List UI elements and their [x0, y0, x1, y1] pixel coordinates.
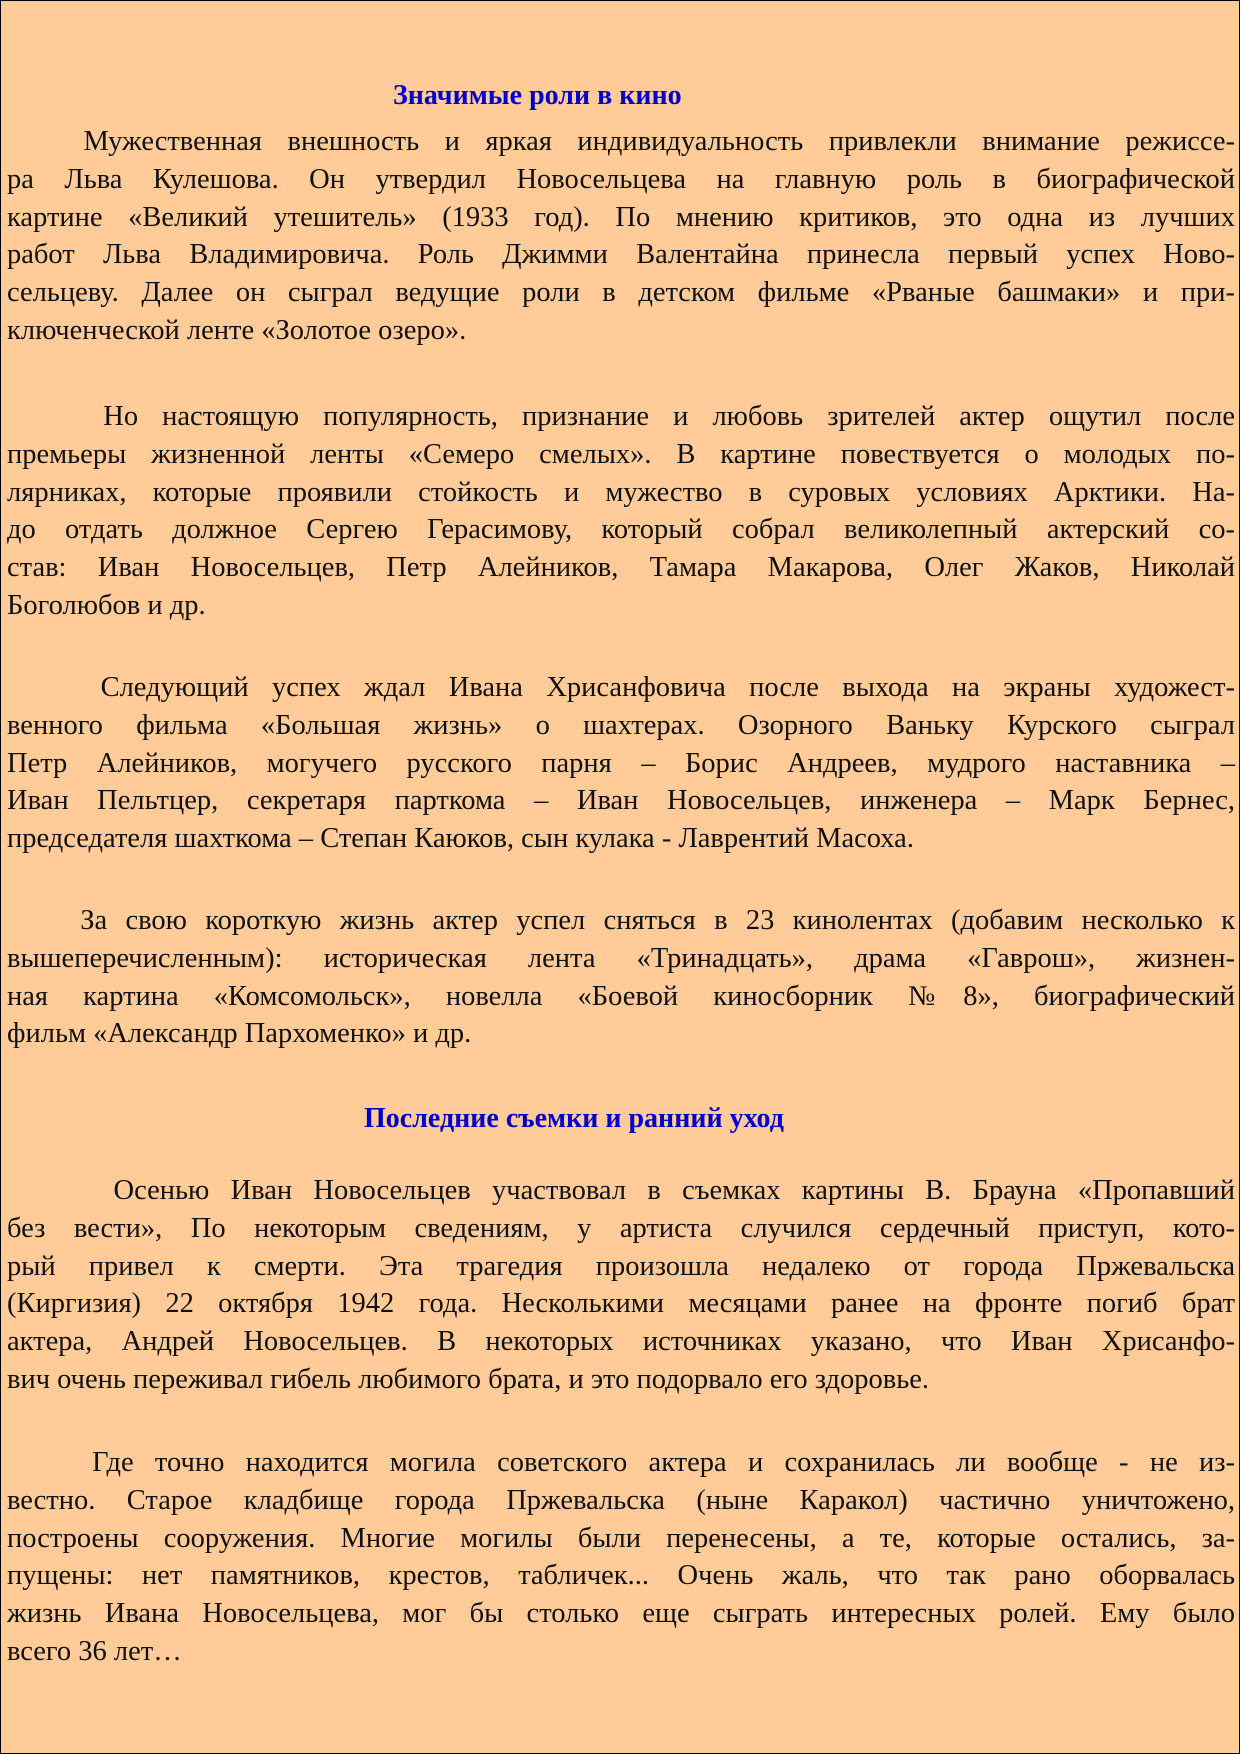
text-line: пущены: нет памятников, крестов, табличек... Очень жаль, что так рано оборвалась: [7, 1560, 1235, 1592]
text-line: вышеперечисленным): историческая лента «Тринадцать», драма «Гаврош», жизнен-: [7, 942, 1235, 974]
text-line: премьеры жизненной ленты «Семеро смелых». В картине повествуется о молодых по-: [7, 438, 1235, 470]
paragraph-roles-1: [7, 123, 1235, 350]
text-line: вестно. Старое кладбище города Пржевальска (ныне Каракол) частично уничтожено,: [7, 1484, 1235, 1516]
text-line: (Киргизия) 22 октября 1942 года. Несколькими месяцами ранее на фронте погиб брат: [7, 1288, 1235, 1320]
section-heading-roles: Значимые роли в кино: [393, 80, 682, 111]
text-line: став: Иван Новосельцев, Петр Алейников, Тамара Макарова, Олег Жаков, Николай: [7, 552, 1235, 584]
text-line: лярниках, которые проявили стойкость и мужество в суровых условиях Арктики. На-: [7, 476, 1235, 508]
text-line: Петр Алейников, могучего русского парня – Борис Андреев, мудрого наставника –: [7, 747, 1235, 779]
text-line: жизнь Ивана Новосельцева, мог бы столько еще сыграть интересных ролей. Ему было: [7, 1598, 1235, 1630]
text-line: ра Льва Кулешова. Он утвердил Новосельцева на главную роль в биографической: [7, 163, 1235, 195]
text-line: Мужественная внешность и яркая индивидуальность привлекли внимание режиссе-: [7, 126, 1235, 157]
text-line: сельцеву. Далее он сыграл ведущие роли в детском фильме «Рваные башмаки» и при-: [7, 277, 1235, 309]
section-heading-last-filming: Последние съемки и ранний уход: [364, 1103, 784, 1134]
text-line: Иван Пельтцер, секретаря парткома – Иван Новосельцев, инженера – Марк Бернес,: [7, 785, 1235, 817]
text-line: картине «Великий утешитель» (1933 год). По мнению критиков, это одна из лучших: [7, 201, 1235, 233]
text-line: фильм «Александр Пархоменко» и др.: [7, 1018, 472, 1050]
paragraph-last-1: [7, 1172, 1235, 1399]
text-line: рый привел к смерти. Эта трагедия произошла недалеко от города Пржевальска: [7, 1250, 1235, 1282]
text-line: всего 36 лет…: [7, 1635, 182, 1667]
text-line: Следующий успех ждал Ивана Хрисанфовича после выхода на экраны художест-: [7, 672, 1235, 703]
paragraph-roles-2: [7, 398, 1235, 625]
text-line: работ Льва Владимировича. Роль Джимми Валентайна принесла первый успех Ново-: [7, 239, 1235, 271]
text-line: построены сооружения. Многие могилы были перенесены, а те, которые остались, за-: [7, 1522, 1235, 1554]
paragraph-last-2: [7, 1444, 1235, 1671]
text-line: ключенческой ленте «Золотое озеро».: [7, 314, 467, 346]
text-line: Где точно находится могила советского актера и сохранилась ли вообще - не из-: [7, 1447, 1235, 1478]
text-line: председателя шахткома – Степан Каюков, сын кулака - Лаврентий Масоха.: [7, 823, 914, 855]
text-line: вич очень переживал гибель любимого брата, и это подорвало его здоровье.: [7, 1363, 929, 1395]
text-line: без вести», По некоторым сведениям, у артиста случился сердечный приступ, кото-: [7, 1212, 1235, 1244]
text-line: Но настоящую популярность, признание и любовь зрителей актер ощутил после: [7, 401, 1235, 432]
paragraph-roles-4: [7, 902, 1235, 1053]
text-line: венного фильма «Большая жизнь» о шахтерах. Озорного Ваньку Курского сыграл: [7, 709, 1235, 741]
text-line: актера, Андрей Новосельцев. В некоторых источниках указано, что Иван Хрисанфо-: [7, 1326, 1235, 1358]
text-line: Осенью Иван Новосельцев участвовал в съемках картины В. Брауна «Пропавший: [7, 1175, 1235, 1206]
paragraph-roles-3: [7, 669, 1235, 858]
text-line: За свою короткую жизнь актер успел сняться в 23 кинолентах (добавим несколько к: [7, 905, 1235, 936]
text-line: до отдать должное Сергею Герасимову, который собрал великолепный актерский со-: [7, 514, 1235, 546]
text-line: Боголюбов и др.: [7, 589, 206, 621]
text-line: ная картина «Комсомольск», новелла «Боевой киносборник №8», биографический: [7, 980, 1235, 1012]
